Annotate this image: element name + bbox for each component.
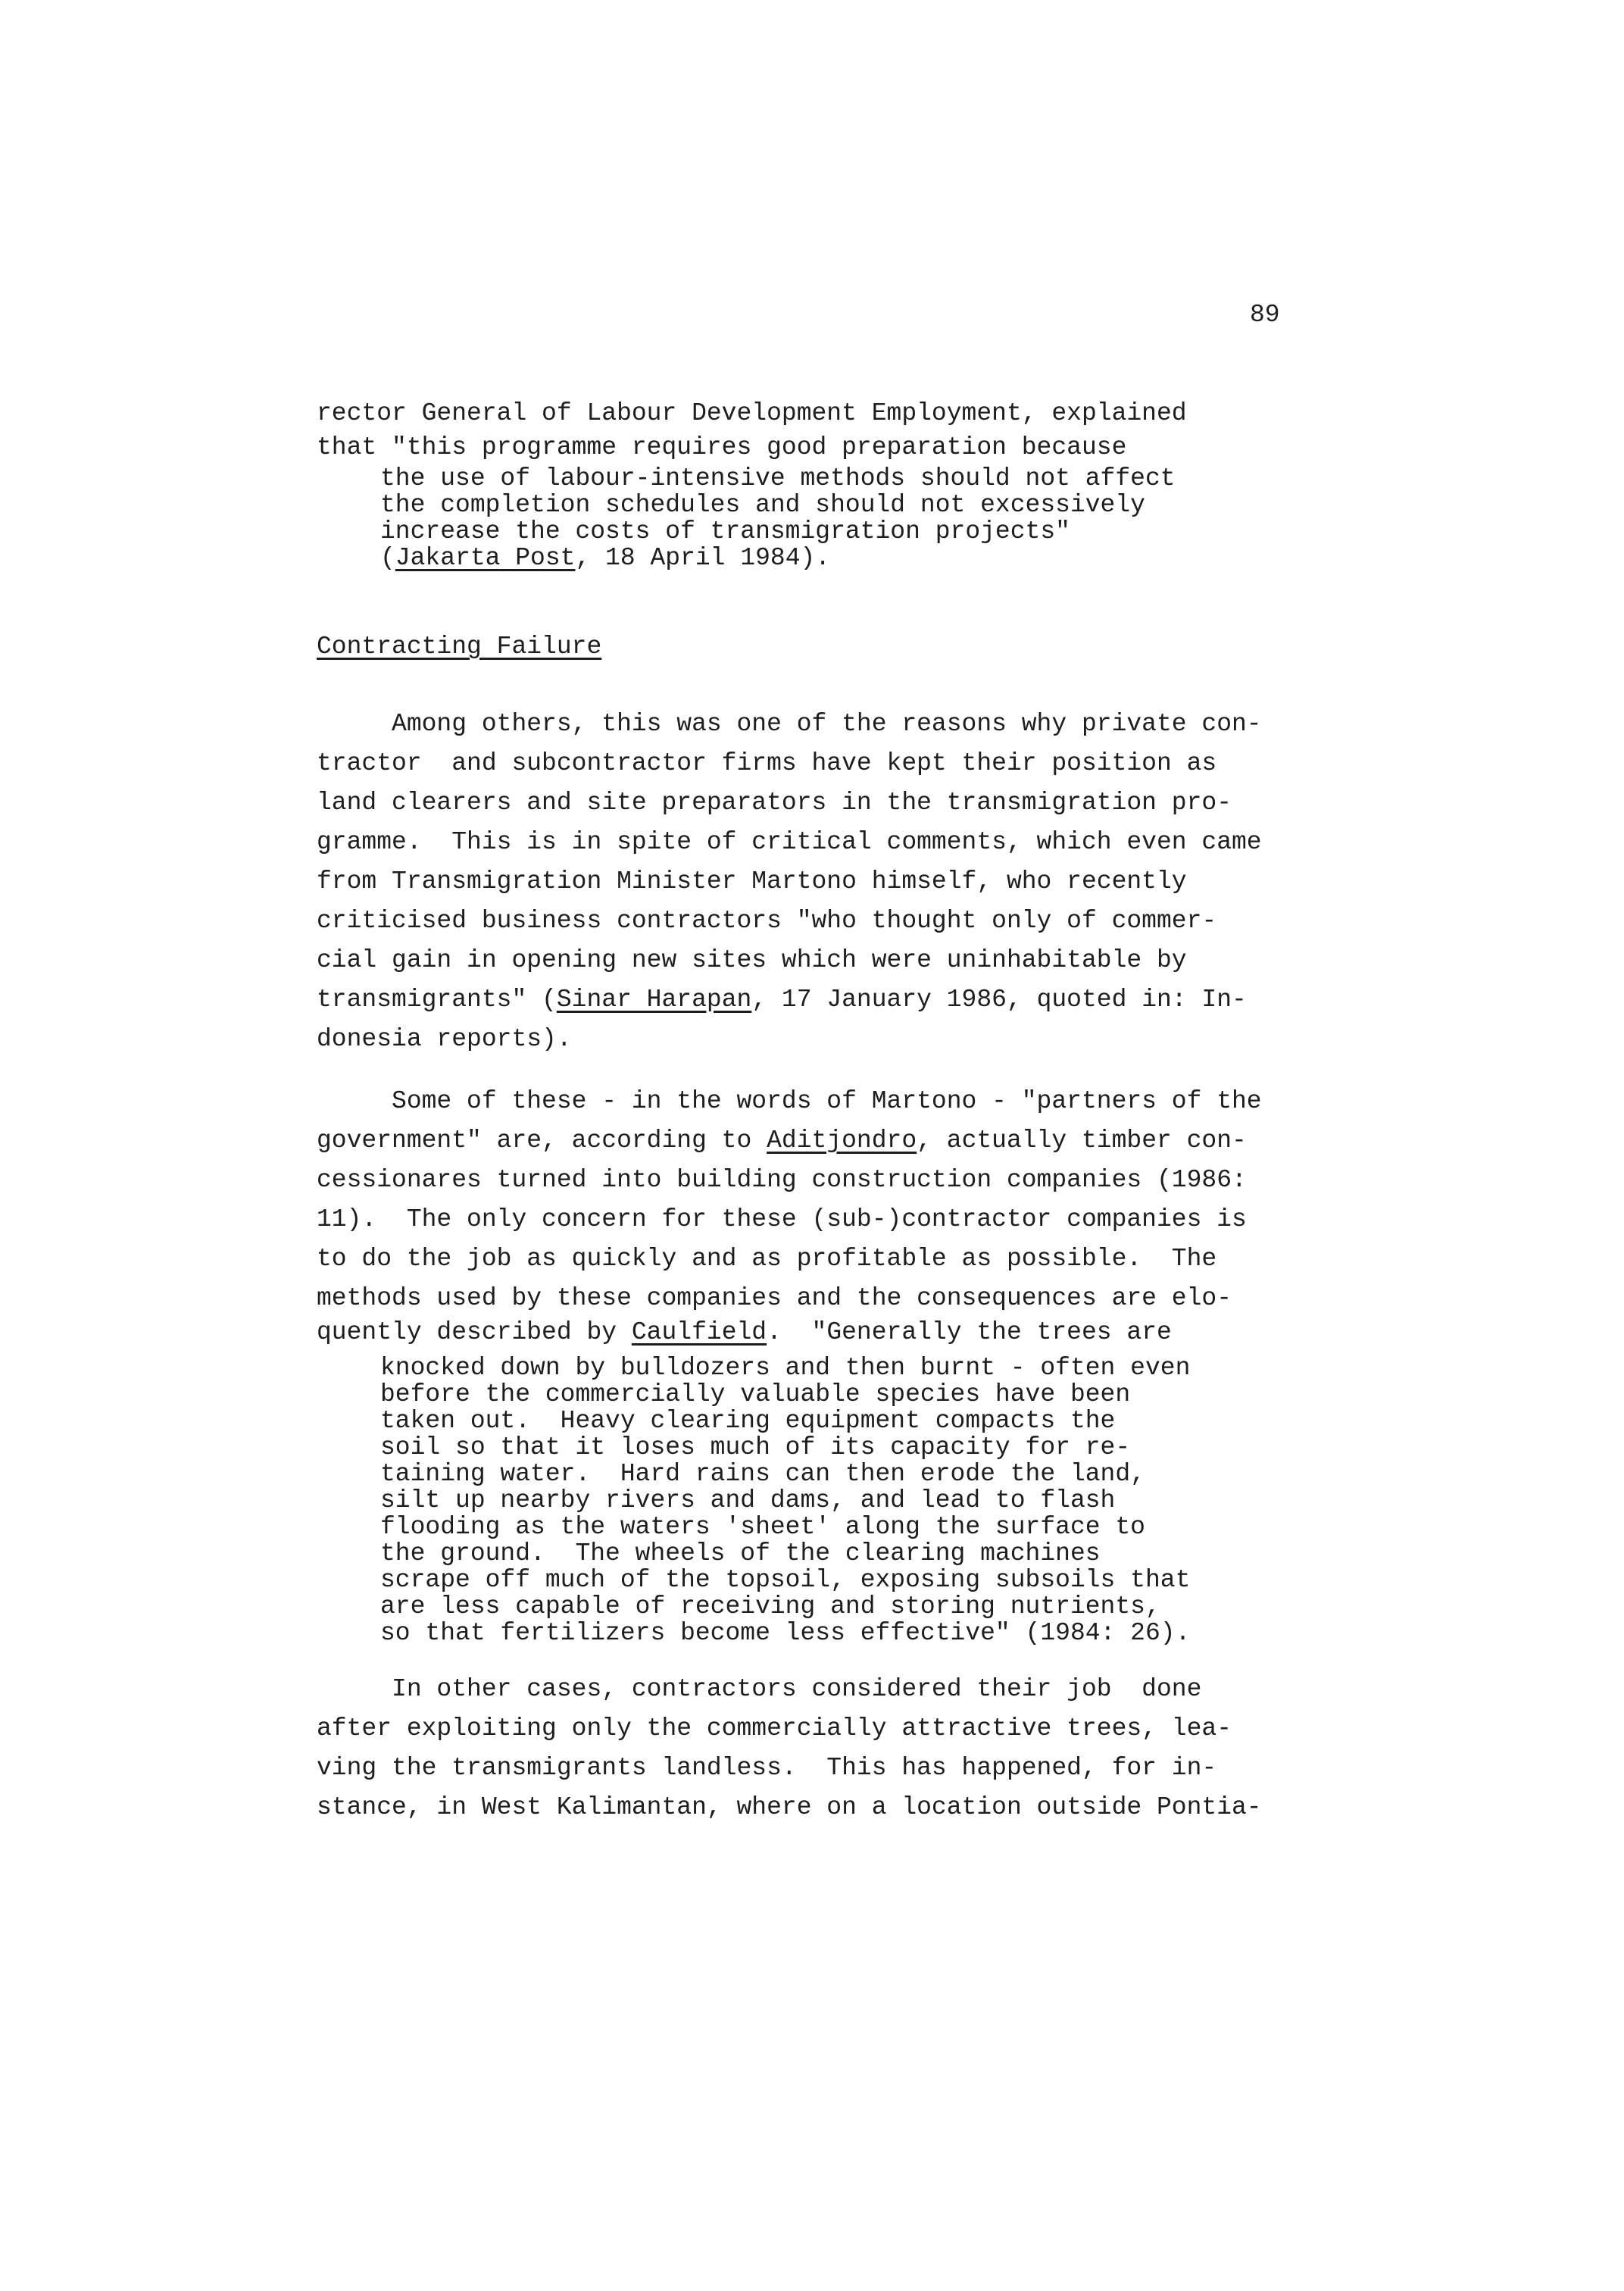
text-line: stance, in West Kalimantan, where on a location outside Pontia- xyxy=(317,1793,1262,1821)
author-name: Aditjondro xyxy=(767,1127,917,1155)
text-line: 11). The only concern for these (sub-)contractor companies is xyxy=(317,1205,1247,1233)
citation-rest: , 18 April 1984). xyxy=(575,544,831,572)
quote-line: increase the costs of transmigration projects" xyxy=(380,517,1070,545)
text-segment: , 17 January 1986, quoted in: In- xyxy=(751,986,1247,1014)
text-line: cial gain in opening new sites which were uninhabitable by xyxy=(317,946,1187,974)
section-heading: Contracting Failure xyxy=(317,633,602,661)
quote-line: the completion schedules and should not excessively xyxy=(380,491,1145,519)
text-line: after exploiting only the commercially attractive trees, lea- xyxy=(317,1714,1232,1742)
paragraph xyxy=(317,1082,1377,1347)
quote-line: silt up nearby rivers and dams, and lead to flash xyxy=(380,1486,1116,1514)
block-quote xyxy=(317,1355,1377,1646)
quote-line: scrape off much of the topsoil, exposing subsoils that xyxy=(380,1566,1191,1594)
text-segment: government" are, according to xyxy=(317,1127,767,1155)
text-line: cessionares turned into building construction companies (1986: xyxy=(317,1166,1247,1194)
text-segment: transmigrants" ( xyxy=(317,986,557,1014)
text-line: gramme. This is in spite of critical comments, which even came xyxy=(317,828,1262,856)
text-segment: quently described by xyxy=(317,1318,632,1346)
text-line: Some of these - in the words of Martono - "partners of the xyxy=(317,1087,1262,1115)
author-name: Caulfield xyxy=(631,1318,767,1346)
text-line: from Transmigration Minister Martono himself, who recently xyxy=(317,867,1187,895)
text-line xyxy=(317,980,1377,1020)
quote-line: flooding as the waters 'sheet' along the surface to xyxy=(380,1513,1145,1541)
quote-line: the ground. The wheels of the clearing machines xyxy=(380,1539,1101,1567)
text-line xyxy=(317,1318,1377,1347)
text-line: that "this programme requires good preparation because xyxy=(317,433,1127,461)
quote-line: before the commercially valuable species have been xyxy=(380,1380,1131,1408)
text-line: ving the transmigrants landless. This has happened, for in- xyxy=(317,1754,1217,1782)
source-citation: Sinar Harapan xyxy=(556,986,752,1014)
quote-line: taken out. Heavy clearing equipment compacts the xyxy=(380,1407,1116,1435)
paragraph xyxy=(317,1670,1377,1827)
text-segment: . "Generally the trees are xyxy=(767,1318,1172,1346)
intro-paragraph xyxy=(317,394,1377,462)
text-line: rector General of Labour Development Employment, explained xyxy=(317,399,1187,427)
quote-line: taining water. Hard rains can then erode the land, xyxy=(380,1460,1145,1488)
text-line: In other cases, contractors considered their job done xyxy=(317,1675,1202,1703)
quote-line: so that fertilizers become less effective" (1984: 26). xyxy=(380,1619,1191,1647)
text-line: methods used by these companies and the consequences are elo- xyxy=(317,1284,1232,1312)
paren: ( xyxy=(380,544,395,572)
text-line: to do the job as quickly and as profitable as possible. The xyxy=(317,1245,1217,1273)
page-number: 89 xyxy=(1250,301,1280,329)
text-line: land clearers and site preparators in the transmigration pro- xyxy=(317,789,1232,817)
quote-line: knocked down by bulldozers and then burnt - often even xyxy=(380,1354,1191,1382)
text-line: Among others, this was one of the reasons why private con- xyxy=(317,710,1262,738)
quote-line: are less capable of receiving and storing nutrients, xyxy=(380,1592,1160,1621)
text-line: donesia reports). xyxy=(317,1025,572,1053)
text-segment: , actually timber con- xyxy=(917,1127,1247,1155)
quote-line: the use of labour-intensive methods should not affect xyxy=(380,464,1176,492)
text-line: criticised business contractors "who thought only of commer- xyxy=(317,907,1217,935)
text-line: tractor and subcontractor firms have kept their position as xyxy=(317,749,1217,777)
block-quote xyxy=(317,465,1377,571)
paragraph xyxy=(317,705,1377,1059)
quote-line xyxy=(317,545,1377,571)
text-line xyxy=(317,1121,1377,1161)
quote-line: soil so that it loses much of its capacity for re- xyxy=(380,1433,1131,1461)
source-citation: Jakarta Post xyxy=(395,544,576,572)
